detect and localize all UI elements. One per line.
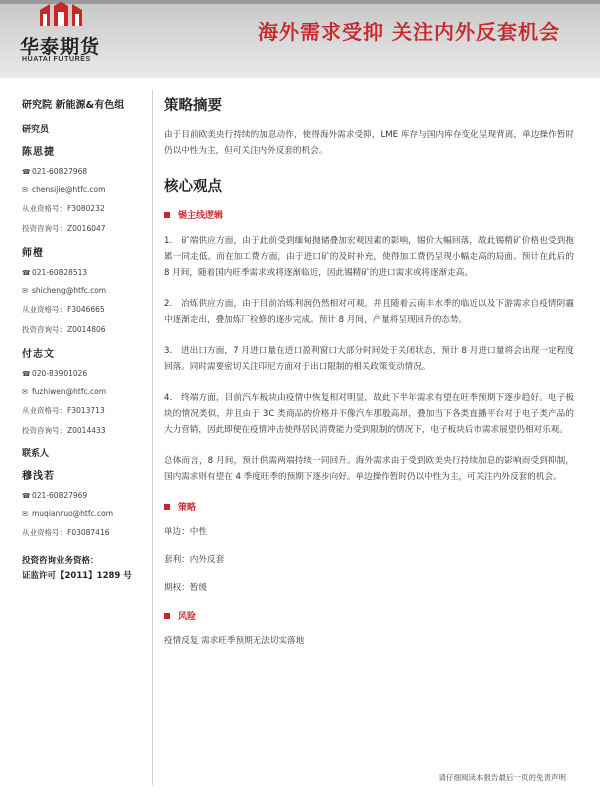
point-item: 3. 进出口方面，7 月进口量在进口盈利窗口大部分时间处于关闭状态，预计 8 月进口量将会出现一定程度回落。同时需要密切关注印尼方面对于出口限制的相关政策变动情况。 <box>164 346 574 372</box>
license-label: 投资咨询业务资格： <box>22 556 99 566</box>
point-item: 4. 终端方面，目前汽车板块由疫情中恢复相对明显，故此下半年需求有望在旺季预期下逐步趋好。电子板块的情况类似，并且由于 3C 类商品的价格并不像汽车那般高昂，叠加当下各类直播平台对于电子类产品的大力营销，因此即便在疫情冲击使得居民消费能力受到限制的情况下，电子板块后市需求展望仍相对乐观。 <box>164 393 574 435</box>
point-item: 1. 矿端供应方面，由于此前受到缅甸抛储叠加宏观因素的影响，锡价大幅回落，故此锡精矿价格也受到拖累一同走低。而在加工费方面，由于进口矿的及时补充，使得加工费仍呈现小幅走高的局面。预计在此后的 8 月间，随着国内旺季需求或将逐渐临近，因此锡精矿的进口需求或将逐渐走高。 <box>164 236 574 278</box>
email-icon: ✉ <box>22 387 28 396</box>
phone-icon: ☎ <box>22 268 31 277</box>
researchers-label: 研究员 <box>22 125 50 135</box>
researcher-name: 付志文 <box>22 349 55 360</box>
summary-heading: 策略摘要 <box>164 98 222 114</box>
logic-subheading-label: 锡主线逻辑 <box>178 211 224 221</box>
contact-label: 联系人 <box>22 449 50 459</box>
report-body <box>164 94 574 662</box>
page-header <box>0 0 600 78</box>
strategy-subheading-label: 策略 <box>178 503 197 513</box>
researcher-card <box>22 345 150 436</box>
email-icon: ✉ <box>22 509 28 518</box>
researcher-name: 陈思捷 <box>22 147 55 158</box>
researcher-practice-id: 从业资格号：F3080232 <box>22 204 105 213</box>
researcher-card <box>22 143 150 234</box>
disclaimer-note: 请仔细阅读本报告最后一页的免责声明 <box>438 773 566 782</box>
square-bullet-icon <box>164 504 170 510</box>
risk-text: 疫情反复 需求旺季预期无法切实落地 <box>164 636 305 646</box>
email-icon: ✉ <box>22 286 28 295</box>
logo-english-name: HUATAI FUTURES <box>22 56 91 63</box>
researcher-card <box>22 244 150 335</box>
conclusion-text: 总体而言，8 月间，预计供需两端持续一同回升。海外需求由于受到欧美央行持续加息的影响而受到抑制，国内需求则有望在 4 季度旺季的预期下逐步向好。单边操作暂时仍以中性为主，可关注内外反套的机会。 <box>164 456 574 482</box>
researcher-email[interactable]: chensijie@htfc.com <box>32 185 106 194</box>
researcher-practice-id: 从业资格号：F3046665 <box>22 305 105 314</box>
phone-icon: ☎ <box>22 167 31 176</box>
researcher-phone: 021-60827968 <box>32 167 88 176</box>
company-logo <box>8 2 118 72</box>
phone-icon: ☎ <box>22 491 31 500</box>
strategy-line: 单边：中性 <box>164 527 207 537</box>
department-label: 研究院 新能源&有色组 <box>22 100 125 111</box>
risk-subheading <box>164 609 574 622</box>
contact-card <box>22 467 150 538</box>
strategy-line: 套利：内外反套 <box>164 555 225 565</box>
square-bullet-icon <box>164 212 170 218</box>
risk-subheading-label: 风险 <box>178 612 197 622</box>
license-block <box>22 554 150 584</box>
researcher-email[interactable]: fuzhiwen@htfc.com <box>32 387 107 396</box>
contact-practice-id: 从业资格号：F03087416 <box>22 528 110 537</box>
email-icon: ✉ <box>22 185 28 194</box>
researcher-invest-id: 投资咨询号：Z0014806 <box>22 325 106 334</box>
researcher-invest-id: 投资咨询号：Z0016047 <box>22 224 106 233</box>
researcher-phone: 020-83901026 <box>32 369 88 378</box>
researcher-phone: 021-60828513 <box>32 268 88 277</box>
logo-chinese-name: 华泰期货 <box>20 36 101 58</box>
contact-phone: 021-60827969 <box>32 491 88 500</box>
researcher-name: 师橙 <box>22 248 44 259</box>
researcher-invest-id: 投资咨询号：Z0014433 <box>22 426 106 435</box>
strategy-subheading <box>164 500 574 513</box>
analyst-sidebar <box>22 96 150 584</box>
point-item: 2. 冶炼供应方面，由于目前冶炼利润仍然相对可观，并且随着云南丰水季的临近以及下游需求自疫情阴霾中逐渐走出，叠加炼厂检修的逐步完成。预计 8 月间，产量将呈现回升的态势。 <box>164 299 574 325</box>
strategy-line: 期权：暂缓 <box>164 583 207 593</box>
license-value: 证监许可【2011】1289 号 <box>22 571 132 581</box>
contact-name: 穆浅若 <box>22 471 55 482</box>
logic-subheading <box>164 208 574 221</box>
researcher-email[interactable]: shicheng@htfc.com <box>32 286 107 295</box>
report-title: 海外需求受抑 关注内外反套机会 <box>258 20 560 44</box>
researcher-practice-id: 从业资格号：F3013713 <box>22 406 105 415</box>
core-view-heading: 核心观点 <box>164 179 222 195</box>
column-divider <box>152 90 153 785</box>
phone-icon: ☎ <box>22 369 31 378</box>
contact-email[interactable]: muqianruo@htfc.com <box>32 509 114 518</box>
huatai-logo-icon <box>36 2 86 28</box>
square-bullet-icon <box>164 613 170 619</box>
summary-text: 由于目前欧美央行持续的加息动作，使得海外需求受抑，LME 库存与国内库存变化呈现背离，单边操作暂时仍以中性为主，但可关注内外反套的机会。 <box>164 130 574 156</box>
